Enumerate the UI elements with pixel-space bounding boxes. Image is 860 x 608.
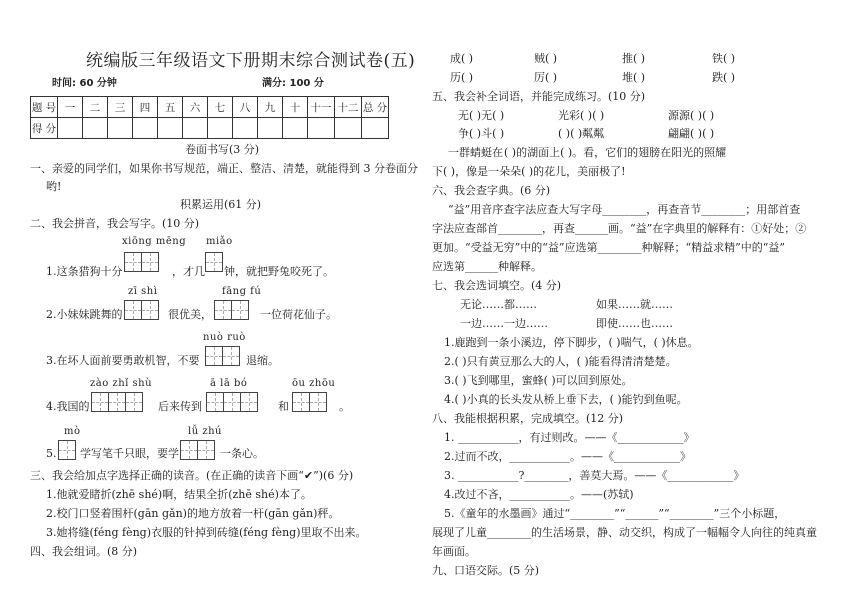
- score-input-cell[interactable]: [308, 118, 335, 139]
- sentence-2a: 2.小妹妹跳舞的: [46, 308, 123, 321]
- word-r1-1: 成( ): [450, 52, 474, 65]
- score-input-cell[interactable]: [362, 118, 389, 139]
- score-input-cell[interactable]: [208, 118, 233, 139]
- pinyin-4c: ōu zhōu: [292, 378, 336, 389]
- question-4-title: 四、我会组词。(8 分): [30, 545, 138, 558]
- connective-1: 无论……都……: [460, 298, 537, 311]
- question-8-item-2: 2.过而不改，___________。——《____________》: [444, 450, 691, 463]
- score-row-label: 得 分: [31, 118, 58, 139]
- question-7-item-2: 2.( )只有黄豆那么大的人，( )能看得清清楚楚。: [444, 355, 677, 368]
- score-input-cell[interactable]: [83, 118, 108, 139]
- connective-2: 如果……就……: [596, 298, 673, 311]
- score-table: [30, 96, 389, 139]
- score-input-cell[interactable]: [108, 118, 133, 139]
- score-cell: 一: [58, 97, 83, 118]
- score-input-cell[interactable]: [133, 118, 158, 139]
- score-cell: 十: [283, 97, 308, 118]
- pinyin-4b: ā lā bó: [210, 378, 248, 389]
- score-cell: 四: [133, 97, 158, 118]
- connective-4: 即使……也……: [596, 317, 673, 330]
- pinyin-1a: xiōng mēng: [122, 236, 187, 247]
- question-7-item-1: 1.鹿跑到一条小溪边，停下脚步，( )喘气，( )休息。: [444, 336, 699, 349]
- word-r2-2: 厉( ): [534, 71, 558, 84]
- sentence-4d: 。: [339, 400, 350, 413]
- question-2-title: 二、我会拼音，我会写字。(10 分): [30, 217, 200, 230]
- question-8-item-5b: 展现了儿童________的生活场景，静、动交织，构成了一幅幅令人向往的纯真童: [432, 526, 817, 539]
- score-cell: 十一: [308, 97, 335, 118]
- char-grid-1a[interactable]: [124, 252, 159, 272]
- score-table-score-row: [31, 118, 389, 139]
- connective-3: 一边……一边……: [460, 317, 548, 330]
- idiom-2-3: 翩翩( )( ): [668, 127, 715, 140]
- word-r2-4: 跌( ): [712, 71, 736, 84]
- sentence-4c: 和: [278, 400, 289, 413]
- score-cell: 二: [83, 97, 108, 118]
- score-input-cell[interactable]: [233, 118, 258, 139]
- question-3-item-2: 2.校门口竖着围杆(gān gǎn)的地方放着一杆(gān gǎn)秤。: [46, 507, 340, 520]
- char-grid-5a[interactable]: [58, 440, 76, 460]
- question-8-item-1: 1. ___________，有过则改。——《____________》: [444, 431, 695, 444]
- score-cell: 五: [158, 97, 183, 118]
- sentence-3b: 退缩。: [246, 354, 279, 367]
- question-7-item-4: 4.( )小真的长头发从桥上垂下去，( )能钓到鱼呢。: [444, 393, 688, 406]
- score-input-cell[interactable]: [158, 118, 183, 139]
- score-cell: 六: [183, 97, 208, 118]
- score-input-cell[interactable]: [283, 118, 308, 139]
- pinyin-4a: zào zhǐ shù: [90, 378, 153, 389]
- question-3-item-3: 3.她将缝(féng fèng)衣服的针掉到砖缝(féng fèng)里取不出来。: [46, 526, 367, 539]
- idiom-2-1: 争( )斗( ): [458, 127, 505, 140]
- question-3-item-1: 1.他就爱睹折(zhē shé)啊，结果全折(zhē shé)本了。: [46, 488, 312, 501]
- question-3-title: 三、我会给加点字选择正确的读音。(在正确的读音下画“✔”)(6 分): [30, 469, 354, 482]
- char-grid-2a[interactable]: [124, 300, 159, 320]
- char-grid-1b[interactable]: [205, 252, 223, 272]
- question-8-item-4: 4.改过不吝，___________。——(苏轼): [444, 488, 634, 501]
- pinyin-5a: mò: [64, 426, 81, 437]
- sentence-1c: 钟，就把野兔咬死了。: [224, 265, 334, 278]
- char-grid-3[interactable]: [205, 346, 240, 366]
- sentence-4b: 后来传到: [158, 400, 202, 413]
- handwriting-instruction-cont: 哟!: [46, 180, 62, 193]
- question-8-item-5a: 5.《童年的水墨画》通过“________”“______”“________”三个小标题，: [444, 507, 786, 520]
- score-input-cell[interactable]: [183, 118, 208, 139]
- char-grid-4c[interactable]: [292, 392, 327, 412]
- section-accumulation: 积累运用(61 分): [180, 198, 262, 211]
- pinyin-1b: miǎo: [206, 236, 233, 247]
- word-r1-4: 铁( ): [712, 52, 736, 65]
- idiom-1-3: 源源( )( ): [668, 109, 715, 122]
- question-6-line-1: “益”用音序查字法应查大写字母________，再查音节________；用部首查: [448, 203, 801, 216]
- score-table-header-row: [31, 97, 389, 118]
- question-9-title: 九、口语交际。(5 分): [432, 564, 540, 577]
- score-cell: 题 号: [31, 97, 58, 118]
- sentence-1a: 1.这条猎狗十分: [46, 265, 123, 278]
- question-8-title: 八、我能根据积累，完成填空。(12 分): [432, 412, 624, 425]
- score-input-cell[interactable]: [335, 118, 362, 139]
- word-r1-3: 推( ): [622, 52, 646, 65]
- char-grid-4b[interactable]: [206, 392, 258, 412]
- pinyin-2a: zī shì: [128, 286, 158, 297]
- right-column: [430, 0, 860, 608]
- word-r1-2: 贼( ): [534, 52, 558, 65]
- question-7-item-3: 3.( )飞到哪里，蜜蜂( )可以回到原处。: [444, 374, 633, 387]
- question-8-item-3: 3. ___________?________，善莫大焉。——《____________》: [444, 469, 745, 482]
- question-6-line-4: 应选第______种解释。: [432, 260, 542, 273]
- score-input-cell[interactable]: [258, 118, 283, 139]
- idiom-1-2: 光彩( )( ): [558, 109, 605, 122]
- question-5-sentence-1a: 一群蜻蜓在: [448, 146, 503, 159]
- handwriting-instruction: 一、亲爱的同学们，如果你书写规范，端正、整洁、清楚，就能得到 3 分卷面分: [30, 162, 418, 175]
- question-6-line-2: 字法应查部首________，再查______画。“益”在字典里的解释有：①好处；②: [432, 222, 807, 235]
- score-cell: 三: [108, 97, 133, 118]
- question-7-title: 七、我会选词填空。(4 分): [432, 279, 562, 292]
- sentence-5c: 一条心。: [220, 447, 264, 460]
- question-5-sentence-1b: ( )的湖面上( )。看，它们的翅膀在阳光的照耀: [504, 146, 727, 159]
- question-8-item-5c: 年画面。: [432, 545, 476, 558]
- pinyin-3: nuò ruò: [203, 332, 246, 343]
- word-r2-3: 堆( ): [622, 71, 646, 84]
- idiom-2-2: ( )( )粼粼: [558, 127, 605, 140]
- char-grid-5b[interactable]: [180, 440, 215, 460]
- score-cell: 十二: [335, 97, 362, 118]
- page-title: 统编版三年级语文下册期末综合测试卷(五): [86, 51, 416, 71]
- score-cell: 总 分: [362, 97, 389, 118]
- idiom-1-1: 无( )无( ): [458, 109, 505, 122]
- score-cell: 九: [258, 97, 283, 118]
- sentence-5a: 5.: [46, 447, 57, 460]
- sentence-1b: ，才几: [172, 265, 205, 278]
- score-input-cell[interactable]: [58, 118, 83, 139]
- sentence-2c: 一位荷花仙子。: [260, 308, 337, 321]
- word-r2-1: 历( ): [450, 71, 474, 84]
- question-6-title: 六、我会查字典。(6 分): [432, 184, 551, 197]
- question-6-line-3: 更加。“受益无穷”中的“益”应选第________种解释；“精益求精”中的“益”: [432, 241, 785, 254]
- sentence-5b: 学写笔千只眼，要学: [80, 447, 179, 460]
- score-cell: 八: [233, 97, 258, 118]
- pinyin-5b: lǚ zhú: [188, 426, 222, 437]
- section-handwriting: 卷面书写(3 分): [185, 143, 260, 156]
- score-cell: 七: [208, 97, 233, 118]
- sentence-2b: 很优美，: [168, 308, 212, 321]
- question-5-title: 五、我会补全词语，并能完成练习。(10 分): [432, 90, 646, 103]
- sentence-4a: 4.我国的: [46, 400, 90, 413]
- pinyin-2b: fāng fú: [222, 286, 262, 297]
- exam-time: 时间: 60 分钟: [52, 78, 117, 89]
- char-grid-2b[interactable]: [214, 300, 249, 320]
- question-5-sentence-2: 下( )，像是一朵朵( )的花儿，美丽极了!: [432, 165, 626, 178]
- sentence-3a: 3.在坏人面前要勇敢机智，不要: [46, 354, 200, 367]
- full-score: 满分: 100 分: [262, 78, 324, 89]
- char-grid-4a[interactable]: [91, 392, 143, 412]
